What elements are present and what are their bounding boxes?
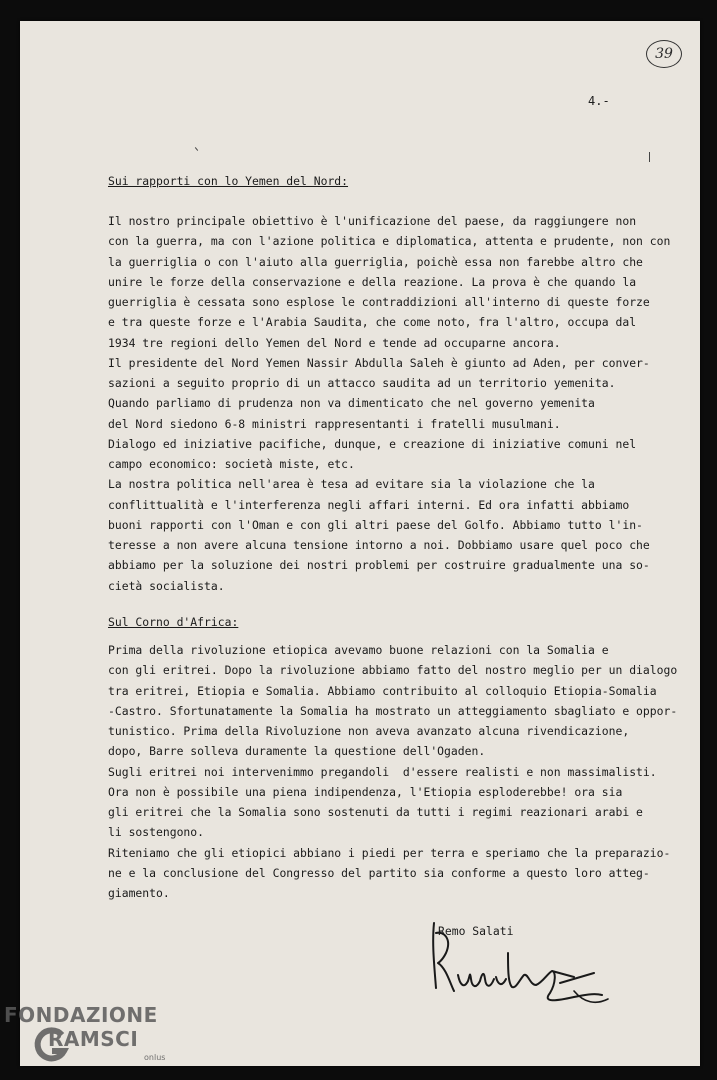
text-line: tunistico. Prima della Rivoluzione non aveva avanzato alcuna rivendicazione, [108, 724, 630, 738]
text-line: guerriglia è cessata sono esplose le contraddizioni all'interno di queste forze [108, 295, 650, 309]
archive-number-stamp [646, 40, 682, 68]
text-line: tra eritrei, Etiopia e Somalia. Abbiamo contribuito al colloquio Etiopia-Somalia [108, 683, 657, 698]
watermark-line1: FONDAZIONE [4, 1003, 158, 1027]
text-line: con la guerra, ma con l'azione politica e diplomatica, attenta e prudente, non con [108, 234, 671, 249]
text-line: 1934 tre regioni dello Yemen del Nord e tende ad occuparne ancora. [108, 335, 561, 350]
text-line: dopo, Barre solleva duramente la questione dell'Ogaden. [108, 744, 486, 759]
text-line: cietà socialista. [108, 578, 225, 593]
text-line: Il nostro principale obiettivo è l'unificazione del paese, da raggiungere non [108, 214, 637, 228]
text-line: Prima della rivoluzione etiopica avevamo buone relazioni con la Somalia e [108, 643, 609, 657]
text-line: Riteniamo che gli etiopici abbiano i piedi per terra e speriamo che la preparazio- [108, 845, 671, 860]
watermark-line2: RAMSCI [48, 1027, 139, 1051]
section-heading-yemen: Sui rapporti con lo Yemen del Nord: [108, 174, 349, 188]
text-line: gli eritrei che la Somalia sono sostenuti da tutti i regimi reazionari arabi e [108, 805, 643, 819]
stray-mark [195, 147, 198, 151]
text-line: del Nord siedono 6-8 ministri rappresentanti i fratelli musulmani. [108, 416, 561, 431]
text-line: e tra queste forze e l'Arabia Saudita, che come noto, fra l'altro, occupa dal [108, 315, 637, 330]
text-line: Sugli eritrei noi intervenimmo pregandoli d'essere realisti e non massimalisti. [108, 764, 657, 779]
text-line: abbiamo per la soluzione dei nostri problemi per costruire gradualmente una so- [108, 558, 650, 573]
handwritten-signature [424, 913, 614, 1008]
text-line: giamento. [108, 886, 170, 900]
text-line: sazioni a seguito proprio di un attacco saudita ad un territorio yemenita. [108, 376, 616, 390]
text-line: Quando parliamo di prudenza non va dimenticato che nel governo yemenita [108, 396, 595, 411]
watermark-suffix: onlus [144, 1053, 166, 1062]
stray-mark [649, 152, 650, 162]
text-line: -Castro. Sfortunatamente la Somalia ha mostrato un atteggiamento sbagliato e oppor- [108, 703, 678, 718]
text-line: Il presidente del Nord Yemen Nassir Abdulla Saleh è giunto ad Aden, per conver- [108, 355, 650, 370]
text-line: La nostra politica nell'area è tesa ad evitare sia la violazione che la [108, 477, 595, 492]
text-line: buoni rapporti con l'Oman e con gli altri paese del Golfo. Abbiamo tutto l'in- [108, 517, 643, 532]
archive-watermark [4, 1003, 166, 1062]
document-page [20, 21, 700, 1066]
text-line: conflittualità e l'interferenza negli affari interni. Ed ora infatti abbiamo [108, 497, 630, 512]
page-number: 4.- [588, 94, 610, 108]
text-line: con gli eritrei. Dopo la rivoluzione abbiamo fatto del nostro meglio per un dialogo [108, 663, 678, 678]
signer-name: Remo Salati [438, 924, 514, 938]
text-line: campo economico: società miste, etc. [108, 457, 355, 471]
text-line: la guerriglia o con l'aiuto alla guerriglia, poichè essa non farebbe altro che [108, 254, 643, 269]
archive-number: 39 [655, 46, 673, 62]
text-line: teresse a non avere alcuna tensione intorno a noi. Dobbiamo usare quel poco che [108, 538, 650, 552]
section-heading-africa: Sul Corno d'Africa: [108, 615, 239, 629]
text-line: Ora non è possibile una piena indipendenza, l'Etiopia esploderebbe! ora sia [108, 784, 623, 799]
text-line: unire le forze della conservazione e della reazione. La prova è che quando la [108, 274, 637, 289]
text-line: ne e la conclusione del Congresso del partito sia conforme a questo loro atteg- [108, 865, 650, 880]
text-line: Dialogo ed iniziative pacifiche, dunque, e creazione di iniziative comuni nel [108, 436, 637, 451]
text-line: li sostengono. [108, 825, 205, 840]
